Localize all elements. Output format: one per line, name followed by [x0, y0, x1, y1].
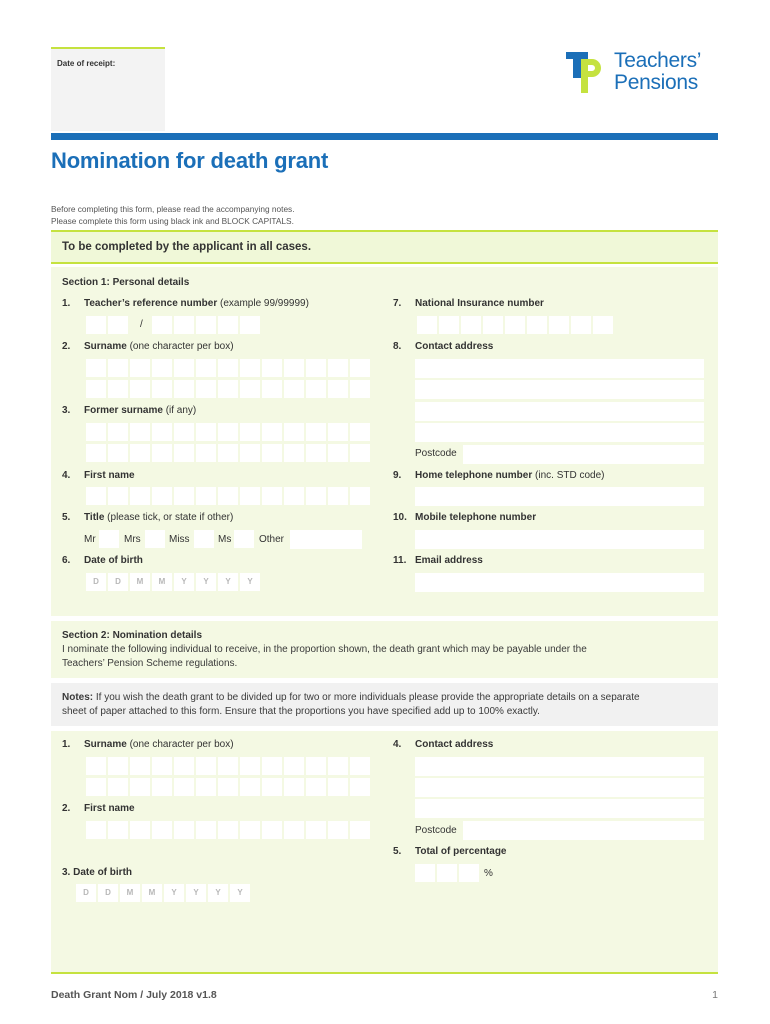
q1-label [84, 298, 309, 309]
nominee-address-line-2[interactable] [415, 778, 704, 797]
q1-separator: / [140, 319, 143, 330]
q4-first-name-boxes[interactable] [86, 487, 370, 505]
q1-ref-boxes-a[interactable] [86, 316, 128, 334]
section-2-para-line-2: Teachers’ Pension Scheme regulations. [62, 658, 238, 669]
logo-wordmark [614, 50, 701, 94]
bottom-divider [51, 972, 718, 974]
q11-label-text: Email address [415, 555, 483, 566]
s2-q5-label-text: Total of percentage [415, 846, 507, 857]
section-2-para-line-1: I nominate the following individual to receive, in the proportion shown, the death grant which may be payable under the [62, 644, 587, 655]
nominee-postcode-field[interactable] [463, 821, 704, 840]
intro-line-1: Before completing this form, please read the accompanying notes. [51, 204, 295, 214]
q9-hint: (inc. STD code) [535, 470, 605, 481]
section-2-paragraph [62, 643, 712, 671]
q9-label-text: Home telephone number [415, 470, 533, 481]
q6-label-text: Date of birth [84, 555, 143, 566]
form-code: Death Grant Nom / July 2018 v1.8 [51, 989, 217, 1001]
q1-ref-boxes-b[interactable] [152, 316, 260, 334]
q7-ni-boxes[interactable] [417, 316, 613, 334]
q3-number: 3. [62, 405, 71, 416]
intro-text [51, 203, 295, 227]
mobile-phone-field[interactable] [415, 530, 704, 549]
s2-q5-label [415, 846, 507, 857]
title-option-mrs[interactable]: Mrs [124, 534, 141, 545]
applicant-band [51, 230, 718, 264]
logo-line-1: Teachers’ [614, 49, 702, 72]
title-option-ms[interactable]: Ms [218, 534, 232, 545]
notes-text [62, 691, 712, 719]
page-number: 1 [712, 989, 718, 1001]
q4-label [84, 470, 135, 481]
q5-number: 5. [62, 512, 71, 523]
s2-q2-label [84, 803, 135, 814]
q4-number: 4. [62, 470, 71, 481]
title-option-miss[interactable]: Miss [169, 534, 190, 545]
header-divider [51, 133, 718, 140]
address-line-4[interactable] [415, 423, 704, 442]
title-mr-checkbox[interactable] [99, 530, 119, 548]
postcode-label: Postcode [415, 448, 457, 459]
q7-label [415, 298, 544, 309]
q3-former-surname-boxes-row2[interactable] [86, 444, 370, 462]
q4-label-text: First name [84, 470, 135, 481]
address-line-3[interactable] [415, 402, 704, 421]
q11-label [415, 555, 483, 566]
q3-label [84, 405, 196, 416]
s2-q3-label [62, 867, 132, 878]
s2-q1-label [84, 739, 234, 750]
s2-q4-label-text: Contact address [415, 739, 494, 750]
nominee-address-line-3[interactable] [415, 799, 704, 818]
s2-q1-label-text: Surname [84, 739, 127, 750]
section-2-heading: Section 2: Nomination details [62, 630, 203, 641]
s2-q1-hint: (one character per box) [129, 739, 234, 750]
q1-hint: (example 99/99999) [220, 298, 309, 309]
q5-label [84, 512, 233, 523]
q7-number: 7. [393, 298, 402, 309]
q2-hint: (one character per box) [129, 341, 234, 352]
q3-label-text: Former surname [84, 405, 163, 416]
q10-label [415, 512, 536, 523]
s2-q3-label-text: 3. Date of birth [62, 867, 133, 878]
address-line-2[interactable] [415, 380, 704, 399]
q6-number: 6. [62, 555, 71, 566]
s2-q4-number: 4. [393, 739, 402, 750]
q10-number: 10. [393, 512, 407, 523]
q9-number: 9. [393, 470, 402, 481]
q5-hint: (please tick, or state if other) [107, 512, 234, 523]
nominee-postcode-label: Postcode [415, 825, 457, 836]
nominee-dob-boxes[interactable]: D D M M Y Y Y Y [76, 884, 250, 902]
q2-surname-boxes-row2[interactable] [86, 380, 370, 398]
logo-line-2: Pensions [614, 71, 698, 94]
home-phone-field[interactable] [415, 487, 704, 506]
nominee-surname-boxes-row1[interactable] [86, 757, 370, 775]
q6-label [84, 555, 143, 566]
receipt-label: Date of receipt: [57, 59, 116, 68]
q2-label [84, 341, 234, 352]
q1-label-text: Teacher’s reference number [84, 298, 218, 309]
title-option-mr[interactable]: Mr [84, 534, 96, 545]
teachers-pensions-logo-icon [566, 52, 608, 94]
band-label: To be completed by the applicant in all cases. [62, 241, 312, 253]
notes-line-1: If you wish the death grant to be divided up for two or more individuals please provide the appropriate details on a separate [95, 692, 640, 703]
percentage-boxes[interactable] [415, 864, 479, 882]
q6-dob-boxes[interactable]: D D M M Y Y Y Y [86, 573, 260, 591]
email-field[interactable] [415, 573, 704, 592]
title-miss-checkbox[interactable] [194, 530, 214, 548]
q8-label [415, 341, 493, 352]
notes-line-2: sheet of paper attached to this form. Ensure that the proportions you have specified add up to 100% exactly. [62, 706, 540, 717]
q8-number: 8. [393, 341, 402, 352]
percent-sign: % [484, 868, 493, 879]
page-title: Nomination for death grant [51, 148, 329, 173]
q7-label-text: National Insurance number [415, 298, 544, 309]
nominee-surname-boxes-row2[interactable] [86, 778, 370, 796]
s2-q1-number: 1. [62, 739, 71, 750]
q3-hint: (if any) [165, 405, 197, 416]
q8-label-text: Contact address [415, 341, 494, 352]
q2-number: 2. [62, 341, 71, 352]
intro-line-2: Please complete this form using black ink and BLOCK CAPITALS. [51, 216, 294, 226]
q3-former-surname-boxes-row1[interactable] [86, 423, 370, 441]
q9-label [415, 470, 605, 481]
s2-q5-number: 5. [393, 846, 402, 857]
q2-label-text: Surname [84, 341, 127, 352]
q2-surname-boxes-row1[interactable] [86, 359, 370, 377]
title-option-other[interactable]: Other [259, 534, 285, 545]
address-line-1[interactable] [415, 359, 704, 378]
q11-number: 11. [393, 555, 407, 566]
date-of-receipt-box [51, 47, 165, 131]
nominee-address-line-1[interactable] [415, 757, 704, 776]
section-1-heading: Section 1: Personal details [62, 277, 190, 288]
s2-q2-number: 2. [62, 803, 71, 814]
q10-label-text: Mobile telephone number [415, 512, 537, 523]
q5-label-text: Title [84, 512, 105, 523]
title-ms-checkbox[interactable] [234, 530, 254, 548]
s2-q2-label-text: First name [84, 803, 135, 814]
notes-label: Notes: [62, 692, 94, 703]
q1-number: 1. [62, 298, 71, 309]
s2-q4-label [415, 739, 493, 750]
nominee-first-name-boxes[interactable] [86, 821, 370, 839]
title-other-field[interactable] [290, 530, 362, 549]
title-mrs-checkbox[interactable] [145, 530, 165, 548]
postcode-field[interactable] [463, 445, 704, 464]
